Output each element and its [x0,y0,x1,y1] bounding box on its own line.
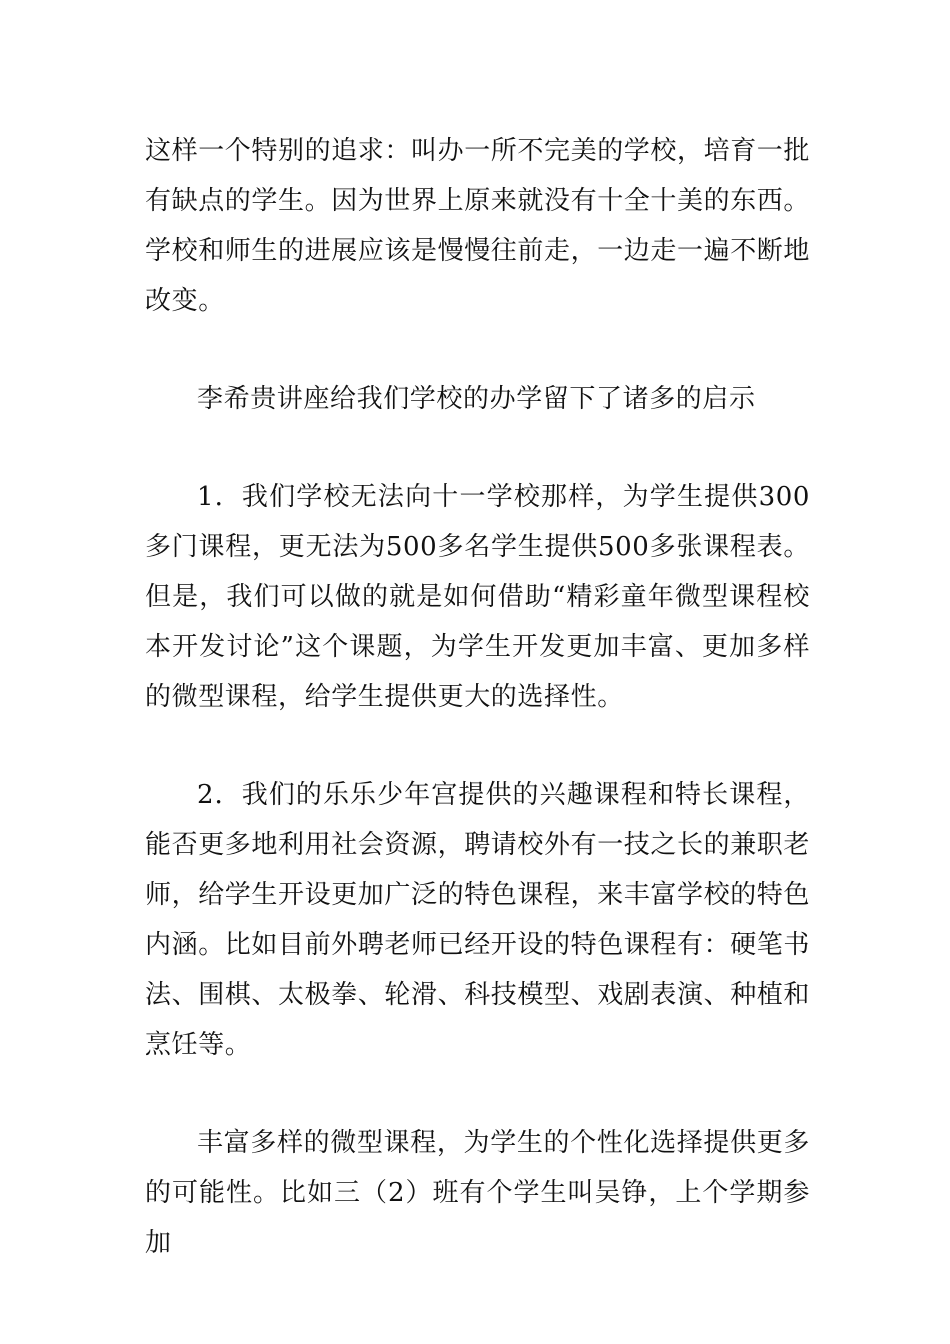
paragraph-gap [145,722,810,770]
paragraph-continuation: 这样一个特别的追求：叫办一所不完美的学校，培育一批有缺点的学生。因为世界上原来就没有十全十美的东西。学校和师生的进展应该是慢慢往前走，一边走一遍不断地改变。 [145,136,811,316]
paragraph-micro-courses: 丰富多样的微型课程，为学生的个性化选择提供更多的可能性。比如三（2）班有个学生叫吴铮，上个学期参加 [145,1128,810,1258]
paragraph-gap [145,424,810,472]
document-body [145,126,810,1268]
paragraph-gap [145,326,810,374]
paragraph-point-1: 1．我们学校无法向十一学校那样，为学生提供300多门课程，更无法为500多名学生提供500多张课程表。但是，我们可以做的就是如何借助“精彩童年微型课程校本开发讨论”这个课题，为学生开发更加丰富、更加多样的微型课程，给学生提供更大的选择性。 [145,482,810,712]
paragraph-gap [145,1070,810,1118]
paragraph-point-2: 2．我们的乐乐少年宫提供的兴趣课程和特长课程，能否更多地利用社会资源，聘请校外有一技之长的兼职老师，给学生开设更加广泛的特色课程，来丰富学校的特色内涵。比如目前外聘老师已经开设的特色课程有：硬笔书法、围棋、太极拳、轮滑、科技模型、戏剧表演、种植和烹饪等。 [145,780,811,1060]
section-heading: 李希贵讲座给我们学校的办学留下了诸多的启示 [197,384,756,414]
